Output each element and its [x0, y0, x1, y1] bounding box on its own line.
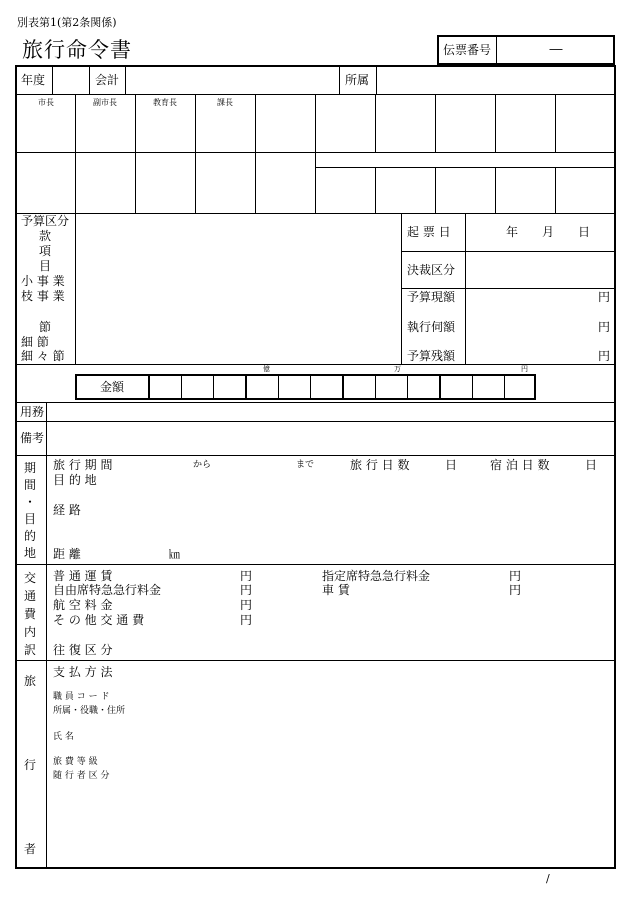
amount-digit	[213, 375, 214, 399]
yen-unit: 円	[598, 290, 611, 304]
approval-mayor: 市長	[38, 98, 54, 107]
approval-col	[75, 95, 76, 213]
decision-label: 決裁区分	[407, 263, 456, 277]
period-side-char: 目	[24, 512, 37, 526]
amount-div	[342, 375, 344, 399]
side-label-col	[46, 403, 47, 868]
traveler-side-char: 者	[24, 842, 37, 856]
document-title: 旅行命令書	[22, 38, 132, 62]
traveler-side-char: 旅	[24, 674, 37, 688]
approval-col	[555, 167, 556, 213]
accounting-field[interactable]	[126, 67, 338, 93]
budget-saisetsu-label: 細 節	[21, 335, 49, 349]
amount-digit	[181, 375, 182, 399]
travel-days-unit: 日	[445, 458, 458, 472]
draft-date-label: 起 票 日	[407, 225, 451, 239]
nights-unit: 日	[585, 458, 598, 472]
approval-col	[135, 95, 136, 213]
annex-label: 別表第1(第2条関係)	[17, 16, 117, 29]
approval-section-chief: 課長	[217, 98, 233, 107]
period-bottom	[16, 564, 615, 565]
page-mark: /	[546, 872, 550, 885]
budget-detail-field[interactable]	[76, 215, 400, 363]
budget-saisaisetsu-label: 細 々 節	[21, 349, 65, 363]
yen-unit: 円	[240, 598, 253, 612]
payment-method-label: 支 払 方 法	[53, 665, 113, 679]
approval-bottom	[16, 213, 615, 214]
amount-digit	[310, 375, 311, 399]
row1-div	[339, 66, 340, 94]
slip-number-label: 伝票番号	[443, 43, 492, 57]
amount-div	[148, 375, 150, 399]
amount-digit	[278, 375, 279, 399]
amount-label: 金額	[100, 380, 125, 394]
destination-label: 目 的 地	[53, 473, 97, 487]
approval-col	[495, 167, 496, 213]
amount-digit	[375, 375, 376, 399]
unit-yen: 円	[521, 365, 528, 373]
approval-col	[555, 95, 556, 153]
until-label: まで	[296, 460, 315, 470]
transport-side-char: 費	[24, 607, 37, 621]
yen-unit: 円	[509, 583, 522, 597]
budget-kou-label: 項	[39, 244, 52, 258]
destination-field[interactable]	[120, 473, 610, 488]
decision-field[interactable]	[466, 252, 614, 287]
period-side-char: 期	[24, 461, 37, 475]
travel-days-label: 旅 行 日 数	[350, 458, 410, 472]
travel-period-label: 旅 行 期 間	[53, 458, 113, 472]
yen-unit: 円	[240, 583, 253, 597]
amount-digit	[407, 375, 408, 399]
yen-unit: 円	[598, 320, 611, 334]
yen-unit: 円	[240, 569, 253, 583]
other-transport-label: そ の 他 交 通 費	[53, 613, 145, 627]
name-label: 氏 名	[53, 732, 74, 742]
approval-superintendent: 教育長	[153, 98, 177, 107]
transport-side-char: 内	[24, 625, 37, 639]
km-unit: ㎞	[169, 548, 180, 561]
execution-amount-label: 執行伺額	[407, 320, 456, 334]
budget-branch-label: 枝 事 業	[21, 289, 65, 303]
unreserved-express-label: 自由席特急急行料金	[53, 583, 162, 597]
round-trip-label: 往 復 区 分	[53, 643, 113, 657]
purpose-field[interactable]	[47, 404, 614, 420]
amount-div	[245, 375, 247, 399]
date-day-unit: 日	[578, 225, 591, 239]
amount-bottom	[16, 402, 615, 403]
transport-side-char: 通	[24, 589, 37, 603]
budget-subproject-label: 小 事 業	[21, 274, 65, 288]
purpose-bottom	[16, 421, 615, 422]
period-side-char: ・	[24, 495, 37, 509]
period-side-char: 間	[24, 478, 37, 492]
staff-code-label: 職 員 コ ー ド	[53, 692, 110, 702]
yen-unit: 円	[509, 569, 522, 583]
approval-col	[435, 167, 436, 213]
period-side-char: 地	[24, 546, 37, 560]
reserved-express-label: 指定席特急急行料金	[322, 569, 431, 583]
budget-kan-label: 款	[39, 229, 52, 243]
yen-unit: 円	[240, 613, 253, 627]
remarks-bottom	[16, 455, 615, 456]
approval-col	[375, 95, 376, 153]
budget-col	[401, 214, 402, 364]
date-month-unit: 月	[542, 225, 555, 239]
purpose-label: 用務	[20, 405, 45, 419]
approval-deputy-mayor: 副市長	[93, 98, 117, 107]
fiscal-year-label: 年度	[21, 73, 46, 87]
accounting-label: 会計	[95, 73, 120, 87]
approval-col	[435, 95, 436, 153]
date-year-unit: 年	[506, 225, 519, 239]
traveler-side-char: 行	[24, 758, 37, 772]
amount-digit	[472, 375, 473, 399]
transport-bottom	[16, 660, 615, 661]
slip-number-field[interactable]: ―	[549, 42, 563, 57]
budget-category-label: 予算区分	[21, 214, 70, 228]
unit-oku: 億	[263, 365, 270, 373]
airfare-label: 航 空 料 金	[53, 598, 113, 612]
budget-setsu-label: 節	[39, 320, 52, 334]
approval-col	[375, 167, 376, 213]
row1-div	[89, 66, 90, 94]
unit-man: 万	[394, 365, 401, 373]
budget-row	[402, 288, 615, 289]
approval-col	[495, 95, 496, 153]
grade-label: 旅 費 等 級	[53, 757, 98, 767]
draft-date-field[interactable]	[466, 215, 614, 250]
distance-label: 距 離	[53, 547, 81, 561]
transport-side-char: 訳	[24, 643, 37, 657]
regular-fare-label: 普 通 運 賃	[53, 569, 113, 583]
budget-remaining-label: 予算残額	[407, 349, 456, 363]
remarks-label: 備考	[20, 431, 45, 445]
route-label: 経 路	[53, 503, 81, 517]
approval-line	[315, 167, 615, 168]
companion-label: 随 行 者 区 分	[53, 771, 110, 781]
approval-col	[195, 95, 196, 213]
amount-div	[439, 375, 441, 399]
department-label: 所属	[345, 73, 370, 87]
budget-moku-label: 目	[39, 259, 52, 273]
slip-divider	[496, 36, 497, 65]
approval-col	[255, 95, 256, 213]
amount-box[interactable]	[75, 374, 536, 400]
period-side-char: 的	[24, 529, 37, 543]
traveler-field[interactable]	[150, 662, 610, 862]
remarks-field[interactable]	[47, 423, 614, 454]
budget-current-label: 予算現額	[407, 290, 456, 304]
from-label: から	[193, 460, 212, 470]
affiliation-label: 所属・役職・住所	[53, 706, 126, 716]
transport-side-char: 交	[24, 571, 37, 585]
fiscal-year-field[interactable]	[53, 67, 88, 93]
yen-unit: 円	[598, 349, 611, 363]
approval-col	[315, 95, 316, 213]
department-field[interactable]	[377, 67, 614, 93]
car-fare-label: 車 賃	[322, 583, 350, 597]
nights-label: 宿 泊 日 数	[490, 458, 550, 472]
amount-digit	[504, 375, 505, 399]
route-field[interactable]	[120, 503, 610, 533]
